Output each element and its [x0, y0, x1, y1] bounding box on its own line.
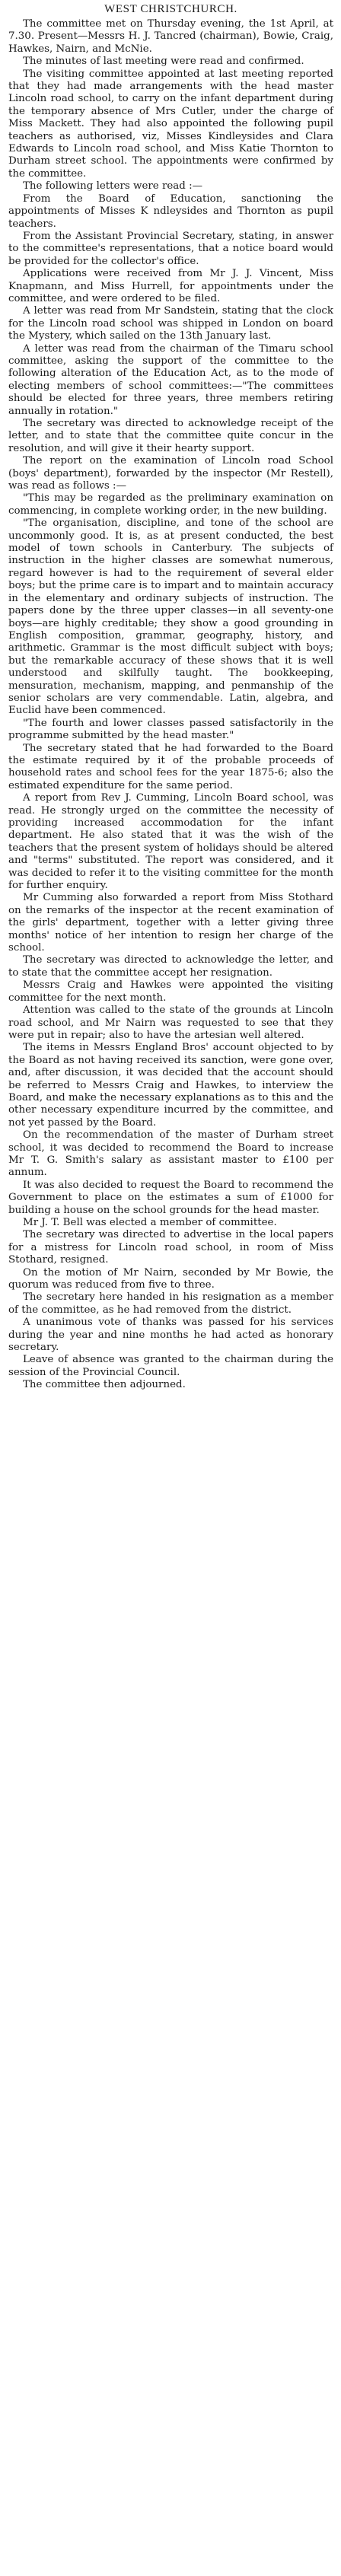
article-paragraph: On the motion of Mr Nairn, seconded by Mr Bowie, the quorum was reduced from five to three.	[8, 1266, 333, 1291]
article-paragraph: Messrs Craig and Hawkes were appointed the visiting committee for the next month.	[8, 979, 333, 1004]
article-paragraph: From the Assistant Provincial Secretary, stating, in answer to the committee's representations, that a notice board would be provided for the collector's office.	[8, 230, 333, 267]
article-paragraph: The secretary was directed to acknowledge receipt of the letter, and to state that the committee quite concur in the resolution, and will give it their hearty support.	[8, 418, 333, 454]
article-paragraph: The items in Messrs England Bros' account objected to by the Board as not having received its sanction, were gone over, and, after discussion, it was decided that the account should be referred to Messrs Craig and Hawkes, to interview the Board, and make the necessary explanations as to this and the other necessary expenditure incurred by the committee, and not yet passed by the Board.	[8, 1042, 333, 1129]
article-paragraph: On the recommendation of the master of Durham street school, it was decided to recommend the Board to increase Mr T. G. Smith's salary as assistant master to £100 per annum.	[8, 1129, 333, 1179]
article-paragraph: The secretary here handed in his resignation as a member of the committee, as he had removed from the district.	[8, 1291, 333, 1316]
article-paragraph: "The fourth and lower classes passed satisfactorily in the programme submitted by the head master."	[8, 717, 333, 742]
article-paragraph: A unanimous vote of thanks was passed for his services during the year and nine months he had acted as honorary secretary.	[8, 1317, 333, 1354]
article-paragraph: Leave of absence was granted to the chairman during the session of the Provincial Council.	[8, 1354, 333, 1378]
article-paragraph: The visiting committee appointed at last meeting reported that they had made arrangements with the head master Lincoln road school, to carry on the infant department during the temporary absence of Mrs Cutler, under the charge of Miss Mackett. They had also appointed the following pupil teachers as authorised, viz, Misses Kindleysides and Clara Edwards to Lincoln road school, and Miss Katie Thornton to Durham street school. The appointments were confirmed by the committee.	[8, 68, 333, 180]
article-paragraph: Attention was called to the state of the grounds at Lincoln road school, and Mr Nairn was requested to see that they were put in repair; also to have the artesian well altered.	[8, 1005, 333, 1041]
article-paragraph: The secretary stated that he had forwarded to the Board the estimate required by it of the probable proceeds of household rates and school fees for the year 1875-6; also the estimated expenditure for the same period.	[8, 742, 333, 791]
article-paragraph: The committee then adjourned.	[23, 1379, 186, 1391]
article-body	[8, 18, 333, 1392]
article-paragraph: A letter was read from Mr Sandstein, stating that the clock for the Lincoln road school was shipped in London on board the Mystery, which sailed on the 13th January last.	[8, 305, 333, 342]
article-paragraph: The secretary was directed to advertise in the local papers for a mistress for Lincoln road school, in room of Miss Stothard, resigned.	[8, 1229, 333, 1266]
article-paragraph: A report from Rev J. Cumming, Lincoln Board school, was read. He strongly urged on the committee the necessity of providing increased accommodation for the infant department. He also stated that it was the wish of the teachers that the present system of holidays should be altered and "terms" substituted. The report was considered, and it was decided to refer it to the visiting committee for the month for further enquiry.	[8, 792, 333, 892]
article-paragraph: The secretary was directed to acknowledge the letter, and to state that the committee accept her resignation.	[8, 954, 333, 979]
article-paragraph: The following letters were read :—	[23, 180, 203, 193]
article-paragraph: The committee met on Thursday evening, the 1st April, at 7.30. Present—Messrs H. J. Tancred (chairman), Bowie, Craig, Hawkes, Nairn, and McNie.	[8, 18, 333, 55]
article-paragraph: A letter was read from the chairman of the Timaru school committee, asking the support of the committee to the following alteration of the Education Act, as to the mode of electing members of school committees:—"The committees should be elected for three years, three members retiring annually in rotation."	[8, 342, 333, 417]
article-paragraph: Mr Cumming also forwarded a report from Miss Stothard on the remarks of the inspector at the recent examination of the girls' department, together with a letter giving three months' notice of her intention to resign her charge of the school.	[8, 892, 333, 954]
article-paragraph: It was also decided to request the Board to recommend the Government to place on the estimates a sum of £1000 for building a house on the school grounds for the head master.	[8, 1179, 333, 1216]
article-paragraph: Mr J. T. Bell was elected a member of committee.	[23, 1217, 277, 1228]
article-paragraph: "The organisation, discipline, and tone of the school are uncommonly good. It is, as at present conducted, the best model of town schools in Canterbury. The subjects of instruction in the higher classes are somewhat numerous, regard however is had to the requirement of several elder boys; but the prime care is to impart and to maintain accuracy in the elementary and ordinary subjects of instruction. The papers done by the three upper classes—in all seventy-one boys—are highly creditable; they show a good grounding in English composition, grammar, geography, history, and arithmetic. Grammar is the most difficult subject with boys; but the remarkable accuracy of these shows that it is well understood and skilfully taught. The bookkeeping, mensuration, mechanism, mapping, and penmanship of the senior scholars are very commendable. Latin, algebra, and Euclid have been commenced.	[8, 517, 333, 717]
article-paragraph: From the Board of Education, sanctioning the appointments of Misses K ndleysides and Thornton as pupil teachers.	[8, 193, 333, 230]
article-paragraph: The report on the examination of Lincoln road School (boys' department), forwarded by the inspector (Mr Restell), was read as follows :—	[8, 455, 333, 492]
article-paragraph: Applications were received from Mr J. J. Vincent, Miss Knapmann, and Miss Hurrell, for appointments under the committee, and were ordered to be filed.	[8, 268, 333, 304]
article-paragraph: "This may be regarded as the preliminary examination on commencing, in complete working order, in the new building.	[8, 492, 333, 517]
article-headline: WEST CHRISTCHURCH.	[104, 3, 237, 15]
article-paragraph: The minutes of last meeting were read and confirmed.	[23, 56, 304, 68]
